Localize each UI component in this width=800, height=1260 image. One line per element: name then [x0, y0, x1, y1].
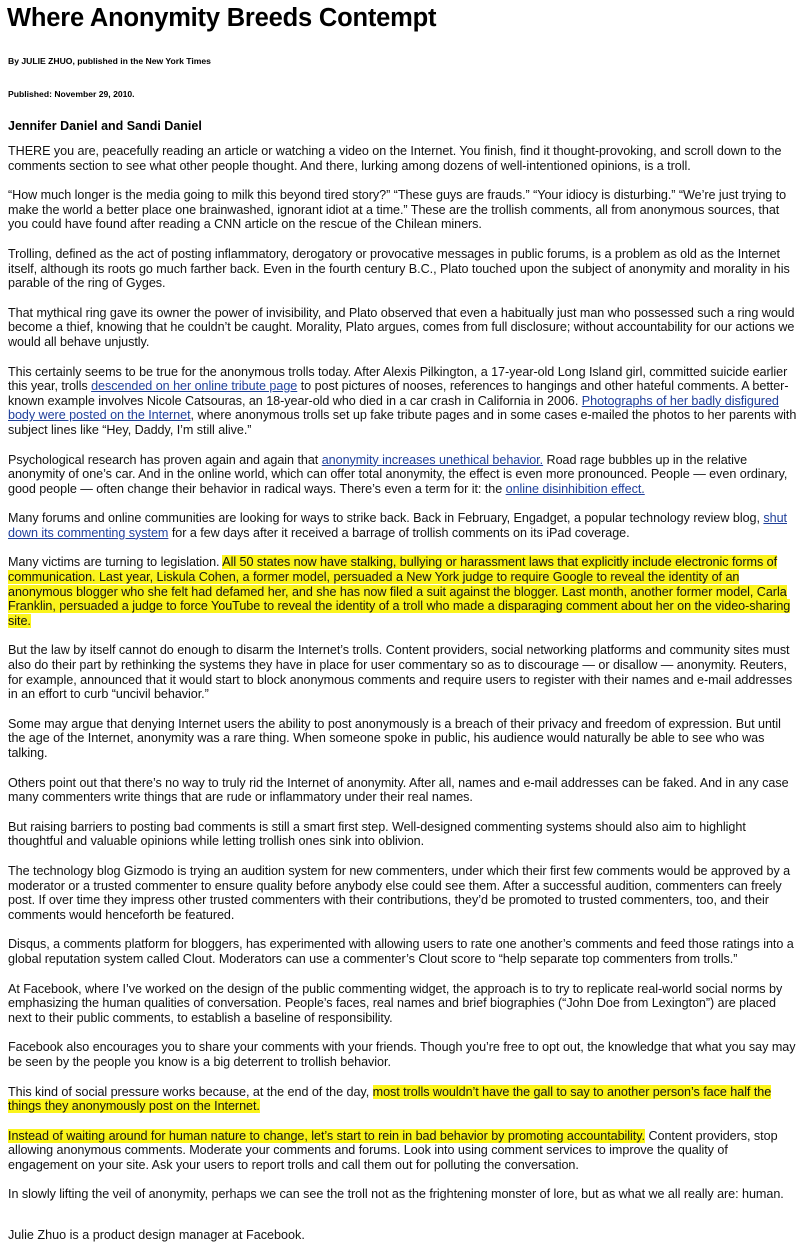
paragraph: But the law by itself cannot do enough to disarm the Internet’s trolls. Content providers, social networking platforms and community sites must also do their part by rethinking the systems they have in place for user commentary so as to discourage — or disallow — anonymity. Reuters, for example, announced that it would start to block anonymous comments and require users to register with their names and e-mail addresses in an effort to curb “uncivil behavior.”: [8, 643, 793, 702]
paragraph: Facebook also encourages you to share your comments with your friends. Though you’re free to opt out, the knowledge that what you say may be seen by the people you know is a big deterrent to trollish behavior.: [8, 1040, 796, 1069]
highlighted-text: most trolls wouldn’t have the gall to say to another person’s face half the things they anonymously post on the Internet.: [8, 1084, 772, 1114]
paragraph: [8, 1085, 798, 1114]
text-run: This kind of social pressure works because, at the end of the day,: [8, 1084, 373, 1099]
text-run: Many victims are turning to legislation.: [8, 555, 223, 570]
paragraph: [8, 453, 798, 497]
paragraph: Some may argue that denying Internet users the ability to post anonymously is a breach of their privacy and freedom of expression. But until the age of the Internet, anonymity was a rare thing. When someone spoke in public, his audience would naturally be able to see who was talking.: [8, 716, 781, 760]
link-shut-down-commenting[interactable]: shut down its commenting system: [8, 511, 787, 540]
highlighted-text: Instead of waiting around for human nature to change, let’s start to rein in bad behavior by promoting accountability.: [8, 1128, 646, 1143]
text-run: Many forums and online communities are looking for ways to strike back. Back in February, Engadget, a popular technology review blog,: [8, 511, 764, 526]
paragraph: Trolling, defined as the act of posting inflammatory, derogatory or provocative messages in public forums, is a problem as old as the Internet itself, although its roots go much farther back. Even in the fourth century B.C., Plato touched upon the subject of anonymity and morality in his parable of the ring of Gyges.: [8, 246, 790, 291]
text-run: This certainly seems to be true for the anonymous trolls today. After Alexis Pilkington, a 17-year-old Long Island girl, committed suicide earlier this year, trolls: [8, 364, 788, 394]
link-anonymity-unethical[interactable]: anonymity increases unethical behavior.: [321, 452, 544, 467]
article-body: [8, 144, 798, 1217]
text-run: to post pictures of nooses, references to hangings and other hateful comments. A better-known example involves Nicole Catsouras, an 18-year-old who died in a car crash in California in 2006.: [8, 379, 789, 408]
link-photographs[interactable]: Photographs of her badly disfigured body were posted on the Internet: [8, 393, 779, 423]
article-byline: By JULIE ZHUO, published in the New York Times: [8, 56, 211, 66]
paragraph: The technology blog Gizmodo is trying an audition system for new commenters, under which their first few comments would be approved by a moderator or a trusted commenter to ensure quality before anybody else could see them. After a successful audition, commenters can freely post. If over time they impress other trusted commenters with their contributions, they’d be promoted to trusted commenters, too, and their comments would henceforth be featured.: [8, 863, 791, 922]
paragraph: That mythical ring gave its owner the power of invisibility, and Plato observed that even a habitually just man who possessed such a ring would become a thief, knowing that he couldn’t be caught. Morality, Plato argues, comes from full disclosure; without accountability for our actions we would all behave unjustly.: [8, 305, 795, 349]
text-run: for a few days after it received a barrage of trollish comments on its iPad coverage.: [168, 525, 630, 540]
paragraph: [8, 365, 798, 438]
paragraph: Disqus, a comments platform for bloggers, has experimented with allowing users to rate one another’s comments and feed those ratings into a global reputation system called Clout. Moderators can use a commenter’s Clout score to “help separate top commenters from trolls.”: [8, 937, 794, 966]
article-title: Where Anonymity Breeds Contempt: [7, 4, 437, 32]
paragraph: “How much longer is the media going to milk this beyond tired story?” “These guys are frauds.” “Your idiocy is disturbing.” “We’re just trying to make the world a better place one brainwashed, ignorant idiot at a time.” These are the trollish comments, all from anonymous sources, that you could have found after reading a CNN article on the rescue of the Chilean miners.: [8, 188, 787, 232]
link-disinhibition-effect[interactable]: online disinhibition effect.: [505, 481, 645, 496]
paragraph: But raising barriers to posting bad comments is still a smart first step. Well-designed commenting systems should also aim to highlight thoughtful and valuable opinions while letting trollish ones sink into oblivion.: [8, 819, 746, 849]
paragraph: [8, 555, 798, 628]
text-run: Content providers, stop allowing anonymous comments. Moderate your comments and forums. Look into using comment services to improve the quality of engagement on your site. Ask your users to report trolls and call them out for polluting the conversation.: [8, 1128, 778, 1172]
paragraph: [8, 511, 798, 540]
paragraph: [8, 1129, 798, 1173]
link-tribute-page[interactable]: descended on her online tribute page: [91, 379, 298, 394]
paragraph: Others point out that there’s no way to truly rid the Internet of anonymity. After all, names and e-mail addresses can be faked. And in any case many commenters write things that are rude or inflammatory under their real names.: [8, 775, 789, 805]
text-run: Road rage bubbles up in the relative anonymity of one’s car. And in the online world, which can offer total anonymity, the effect is even more pronounced. People — even ordinary, good people — often change their behavior in radical ways. There’s even a term for it: the: [8, 452, 788, 496]
paragraph: THERE you are, peacefully reading an article or watching a video on the Internet. You finish, find it thought-provoking, and scroll down to the comments section to see what other people thought. And there, lurking among dozens of well-intentioned opinions, is a troll.: [8, 144, 782, 173]
text-run: , where anonymous trolls set up fake tribute pages and in some cases e-mailed the photos to her parents with subject lines like “Hey, Daddy, I’m still alive.”: [8, 408, 797, 437]
illustration-credit: Jennifer Daniel and Sandi Daniel: [8, 119, 202, 133]
paragraph: At Facebook, where I’ve worked on the design of the public commenting widget, the approach is to try to replicate real-world social norms by emphasizing the human qualities of conversation. People’s faces, real names and brief biographies (“John Doe from Lexington”) are placed next to their public comments, to establish a baseline of responsibility.: [8, 981, 783, 1025]
paragraph: In slowly lifting the veil of anonymity, perhaps we can see the troll not as the frightening monster of lore, but as what we all really are: human.: [8, 1187, 784, 1202]
text-run: Psychological research has proven again and again that: [8, 452, 322, 467]
publish-date: Published: November 29, 2010.: [8, 89, 135, 99]
author-note: Julie Zhuo is a product design manager at Facebook.: [8, 1228, 305, 1242]
highlighted-text: All 50 states now have stalking, bullying or harassment laws that explicitly include electronic forms of communication. Last year, Liskula Cohen, a former model, persuaded a New York judge to require Google to reveal the identity of an anonymous blogger who she felt had defamed her, and she has now filed a suit against the blogger. Last month, another former model, Carla Franklin, persuaded a judge to force YouTube to reveal the identity of a troll who made a disparaging comment about her on the video-sharing site.: [8, 555, 791, 628]
